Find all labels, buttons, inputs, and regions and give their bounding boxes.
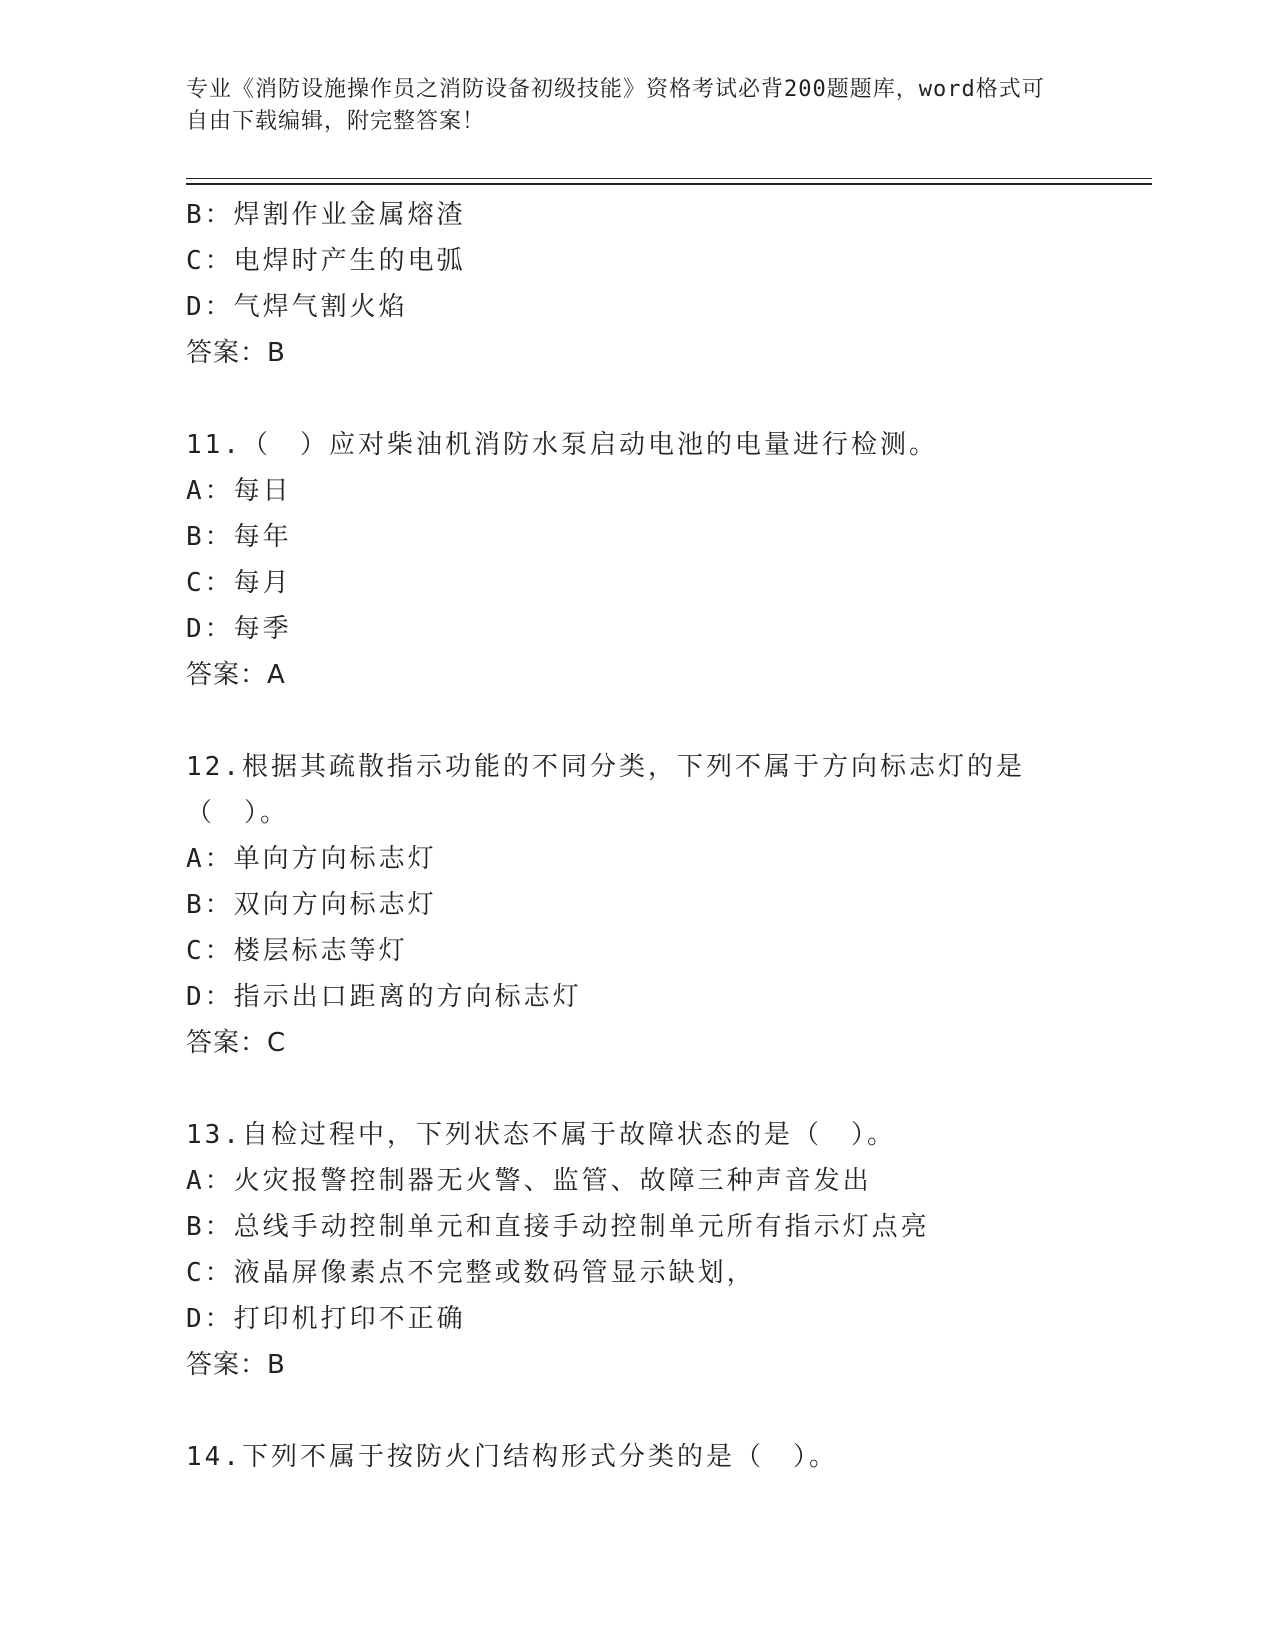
option-a: A：单向方向标志灯 — [186, 844, 437, 874]
answer-line: 答案：B — [186, 1350, 286, 1380]
option-c: C：液晶屏像素点不完整或数码管显示缺划， — [186, 1258, 756, 1288]
option-a: A：每日 — [186, 476, 292, 506]
option-d: D：指示出口距离的方向标志灯 — [186, 982, 582, 1012]
question-stem: 11.（ ）应对柴油机消防水泵启动电池的电量进行检测。 — [186, 430, 938, 460]
option-b: B：双向方向标志灯 — [186, 890, 437, 920]
question-13 — [186, 1112, 1086, 1388]
question-stem: 14.下列不属于按防火门结构形式分类的是（ ）。 — [186, 1442, 838, 1472]
document-header: 专业《消防设施操作员之消防设备初级技能》资格考试必背200题题库，word格式可自由下载编辑，附完整答案！ — [186, 77, 1045, 134]
question-stem: 12.根据其疏散指示功能的不同分类，下列不属于方向标志灯的是（ ）。 — [186, 752, 1025, 828]
option-b: B：总线手动控制单元和直接手动控制单元所有指示灯点亮 — [186, 1212, 930, 1242]
header-divider-thin — [186, 178, 1152, 179]
question-12 — [186, 744, 1086, 1066]
option-c: C：电焊时产生的电弧 — [186, 246, 466, 276]
option-a: A：火灾报警控制器无火警、监管、故障三种声音发出 — [186, 1166, 872, 1196]
question-11 — [186, 422, 1086, 698]
option-b: B：每年 — [186, 522, 292, 552]
option-b: B：焊割作业金属熔渣 — [186, 200, 466, 230]
option-d: D：打印机打印不正确 — [186, 1304, 466, 1334]
header-divider-thick — [186, 183, 1152, 185]
answer-line: 答案：C — [186, 1028, 287, 1058]
answer-line: 答案：A — [186, 660, 286, 690]
option-d: D：每季 — [186, 614, 292, 644]
question-content — [186, 192, 1086, 1480]
question-stem: 13.自检过程中，下列状态不属于故障状态的是（ ）。 — [186, 1120, 896, 1150]
option-c: C：楼层标志等灯 — [186, 936, 408, 966]
option-d: D：气焊气割火焰 — [186, 292, 408, 322]
question-14 — [186, 1434, 1086, 1480]
answer-line: 答案：B — [186, 338, 286, 368]
option-c: C：每月 — [186, 568, 292, 598]
previous-question-fragment — [186, 192, 1086, 376]
